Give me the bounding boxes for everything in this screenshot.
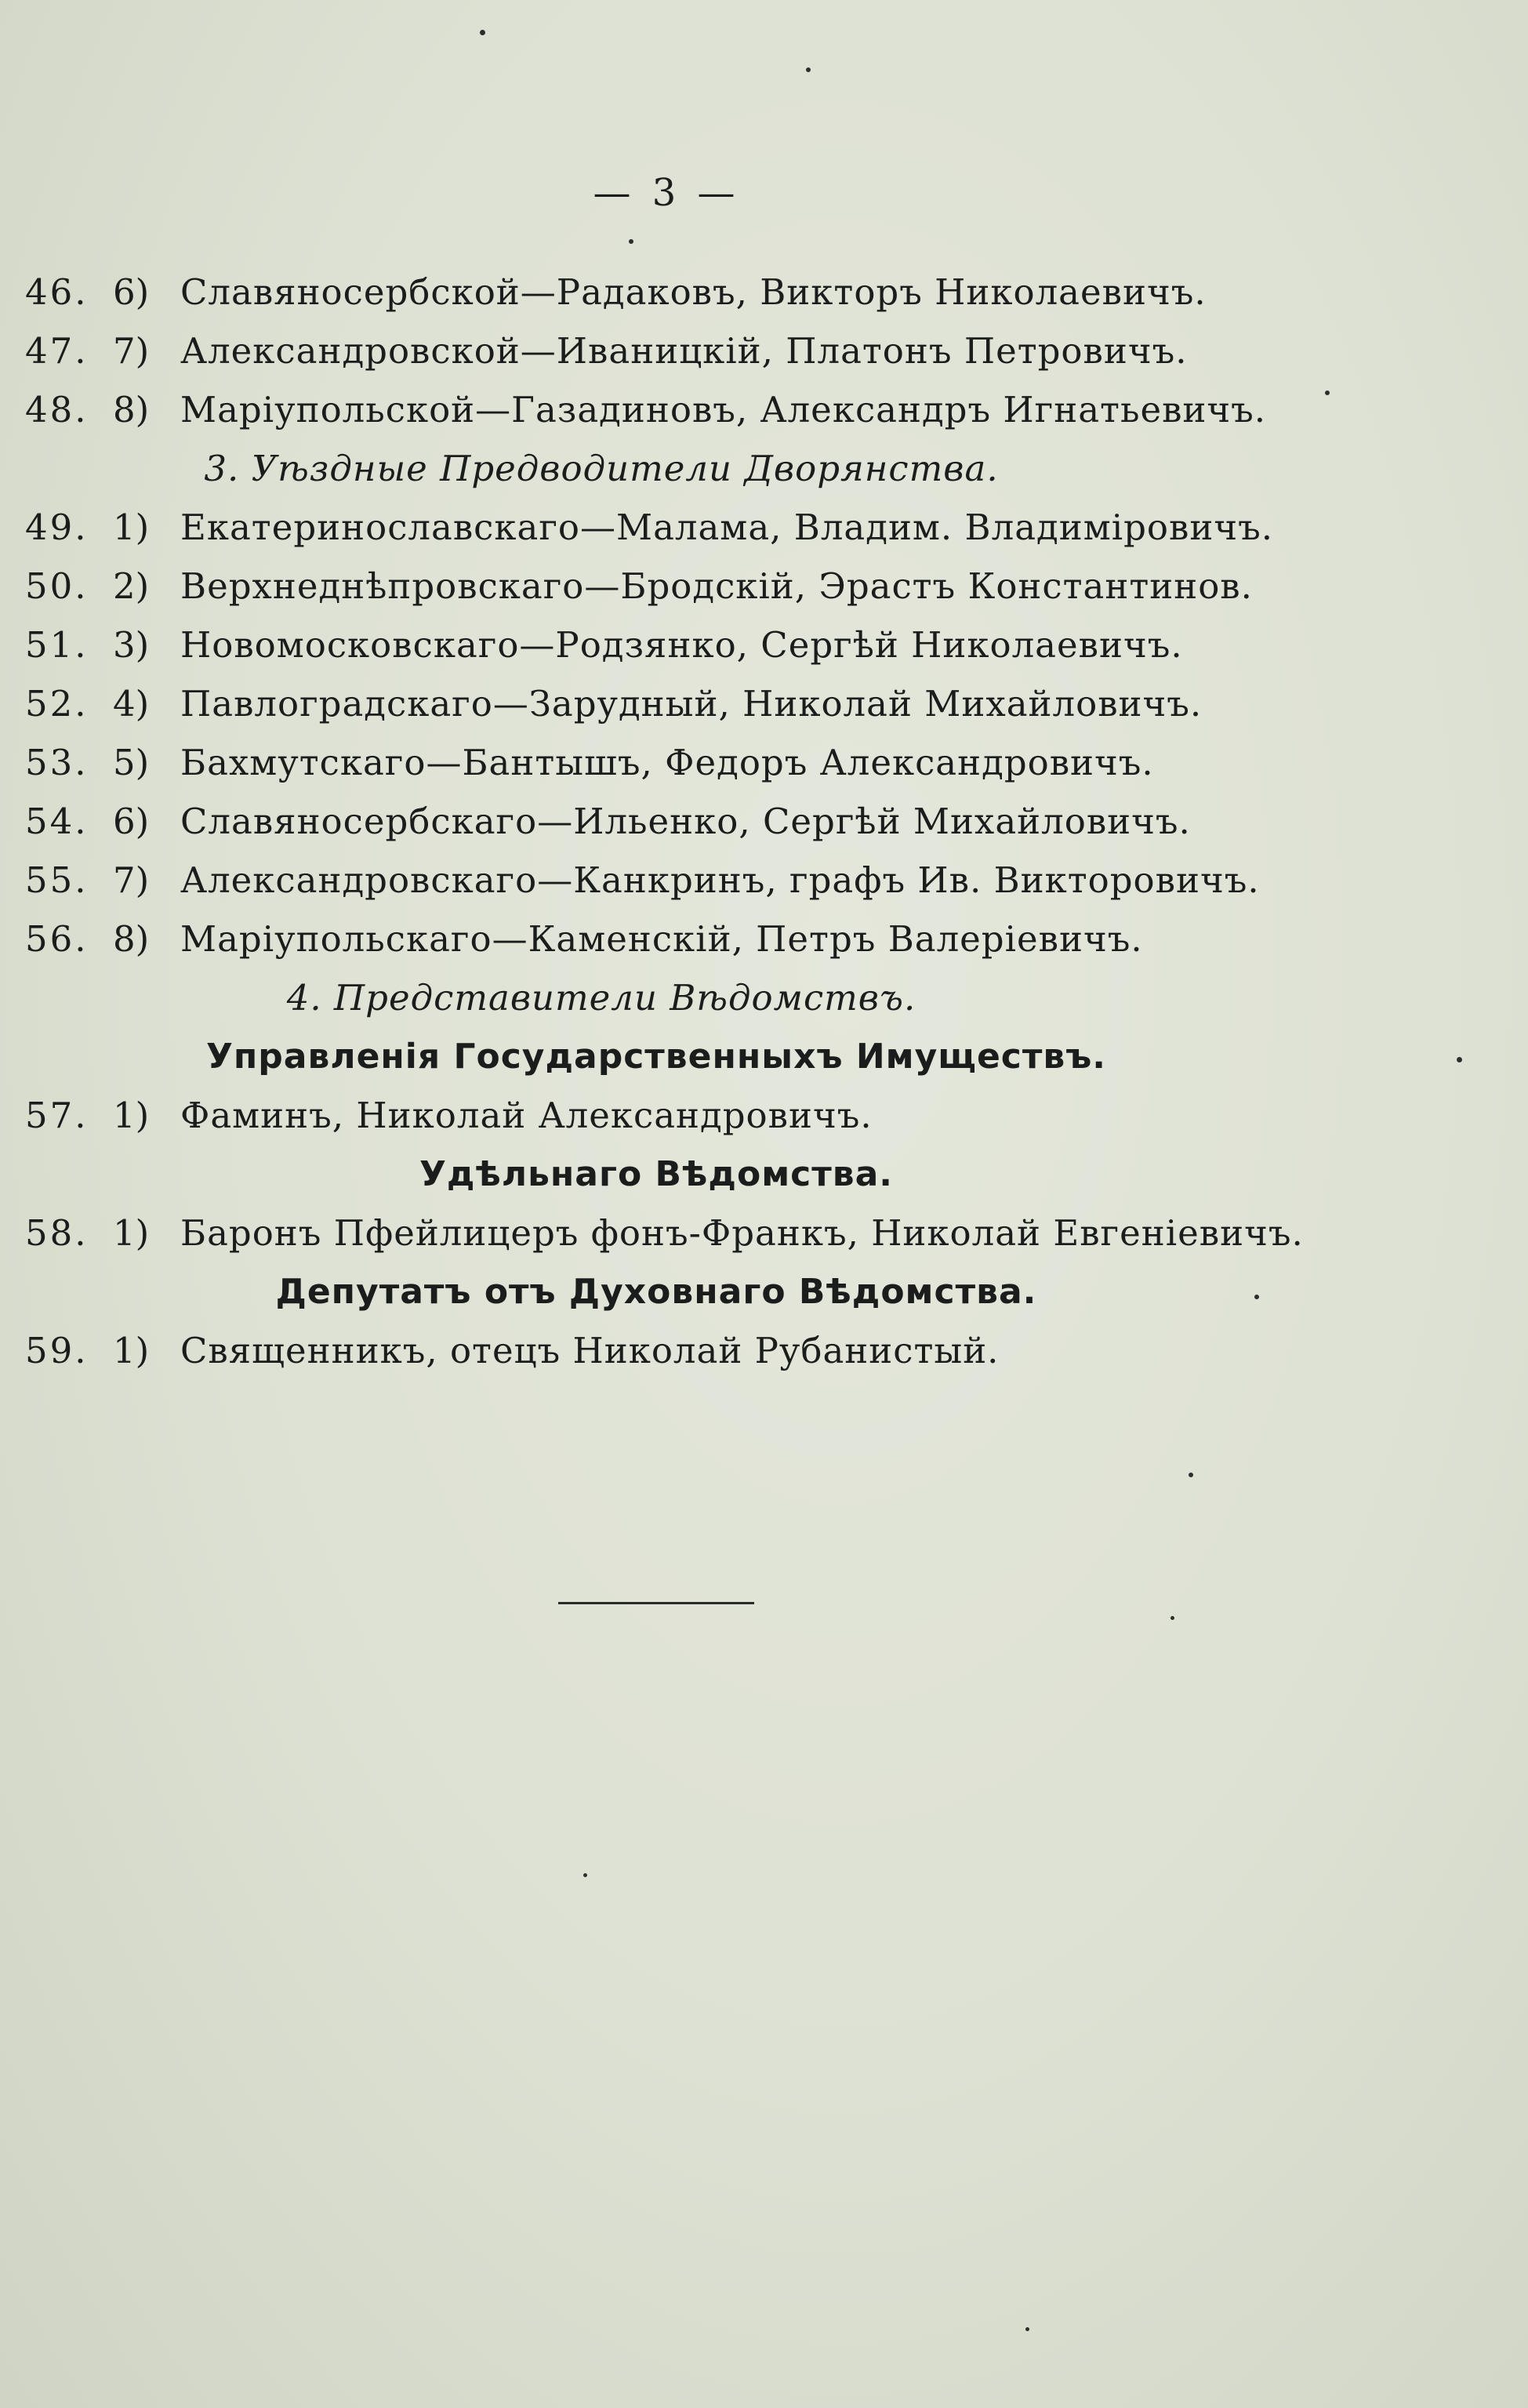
entry-subnumber: 8) (113, 918, 150, 960)
list-item (25, 557, 1319, 616)
list-item (25, 321, 1319, 380)
entry-subnumber: 4) (113, 683, 150, 725)
entry-number: 47. (25, 330, 89, 372)
entry-number: 54. (25, 801, 89, 842)
entry-text: Баронъ Пфейлицеръ фонъ-Франкъ, Николай Евгеніевичъ. (180, 1212, 1304, 1254)
department-heading-clergy: Депутатъ отъ Духовнаго Вѣдомства. (275, 1272, 1037, 1312)
section-heading-uezd-marshals: 3. Уѣздные Предводители Дворянства. (204, 448, 999, 489)
entry-number: 46. (25, 271, 89, 313)
entry-subnumber: 8) (113, 389, 150, 430)
entry-text: Новомосковскаго—Родзянко, Сергѣй Николаевичъ. (180, 624, 1183, 666)
list-item (25, 910, 1319, 968)
list-item (25, 851, 1319, 910)
entry-number: 57. (25, 1095, 89, 1136)
entry-subnumber: 1) (113, 1212, 150, 1254)
list-item (25, 1086, 1319, 1145)
entry-number: 50. (25, 565, 89, 607)
entry-subnumber: 6) (113, 801, 150, 842)
list-item (25, 380, 1319, 439)
entry-subnumber: 1) (113, 507, 150, 548)
list-item (25, 1204, 1319, 1262)
entry-number: 56. (25, 918, 89, 960)
list-item (25, 263, 1319, 321)
entry-subnumber: 7) (113, 859, 150, 901)
entry-number: 59. (25, 1330, 89, 1371)
entry-number: 58. (25, 1212, 89, 1254)
entry-text: Александровскаго—Канкринъ, графъ Ив. Викторовичъ. (180, 859, 1260, 901)
entry-text: Бахмутскаго—Бантышъ, Федоръ Александровичъ. (180, 742, 1154, 783)
entry-text: Славяносербскаго—Ильенко, Сергѣй Михайловичъ. (180, 801, 1191, 842)
list-item (25, 674, 1319, 733)
entry-subnumber: 1) (113, 1330, 150, 1371)
entry-subnumber: 7) (113, 330, 150, 372)
entry-text: Славяносербской—Радаковъ, Викторъ Николаевичъ. (180, 271, 1207, 313)
closing-rule (558, 1602, 754, 1604)
list-item (25, 1321, 1319, 1380)
entry-number: 49. (25, 507, 89, 548)
department-heading-state-property: Управленія Государственныхъ Имуществъ. (205, 1037, 1106, 1077)
department-heading-appanage: Удѣльнаго Вѣдомства. (419, 1154, 893, 1194)
entry-text: Павлоградскаго—Зарудный, Николай Михайловичъ. (180, 683, 1203, 725)
entry-subnumber: 6) (113, 271, 150, 313)
document-body (25, 263, 1319, 1380)
list-item (25, 792, 1319, 851)
entry-subnumber: 5) (113, 742, 150, 783)
entry-text: Священникъ, отецъ Николай Рубанистый. (180, 1330, 1000, 1371)
entry-text: Верхнеднѣпровскаго—Бродскій, Эрастъ Константинов. (180, 565, 1253, 607)
entry-number: 53. (25, 742, 89, 783)
entry-number: 55. (25, 859, 89, 901)
entry-text: Маріупольскаго—Каменскій, Петръ Валеріевичъ. (180, 918, 1143, 960)
entry-subnumber: 1) (113, 1095, 150, 1136)
entry-subnumber: 2) (113, 565, 150, 607)
page-number: — 3 — (593, 171, 740, 215)
section-heading-departments: 4. Представители Вѣдомствъ. (286, 977, 916, 1019)
entry-text: Маріупольской—Газадиновъ, Александръ Игнатьевичъ. (180, 389, 1267, 430)
entry-number: 51. (25, 624, 89, 666)
list-item (25, 616, 1319, 674)
entry-text: Екатеринославскаго—Малама, Владим. Владиміровичъ. (180, 507, 1274, 548)
entry-subnumber: 3) (113, 624, 150, 666)
list-item (25, 733, 1319, 792)
list-item (25, 498, 1319, 557)
entry-text: Александровской—Иваницкій, Платонъ Петровичъ. (180, 330, 1188, 372)
entry-text: Фаминъ, Николай Александровичъ. (180, 1095, 873, 1136)
entry-number: 48. (25, 389, 89, 430)
entry-number: 52. (25, 683, 89, 725)
